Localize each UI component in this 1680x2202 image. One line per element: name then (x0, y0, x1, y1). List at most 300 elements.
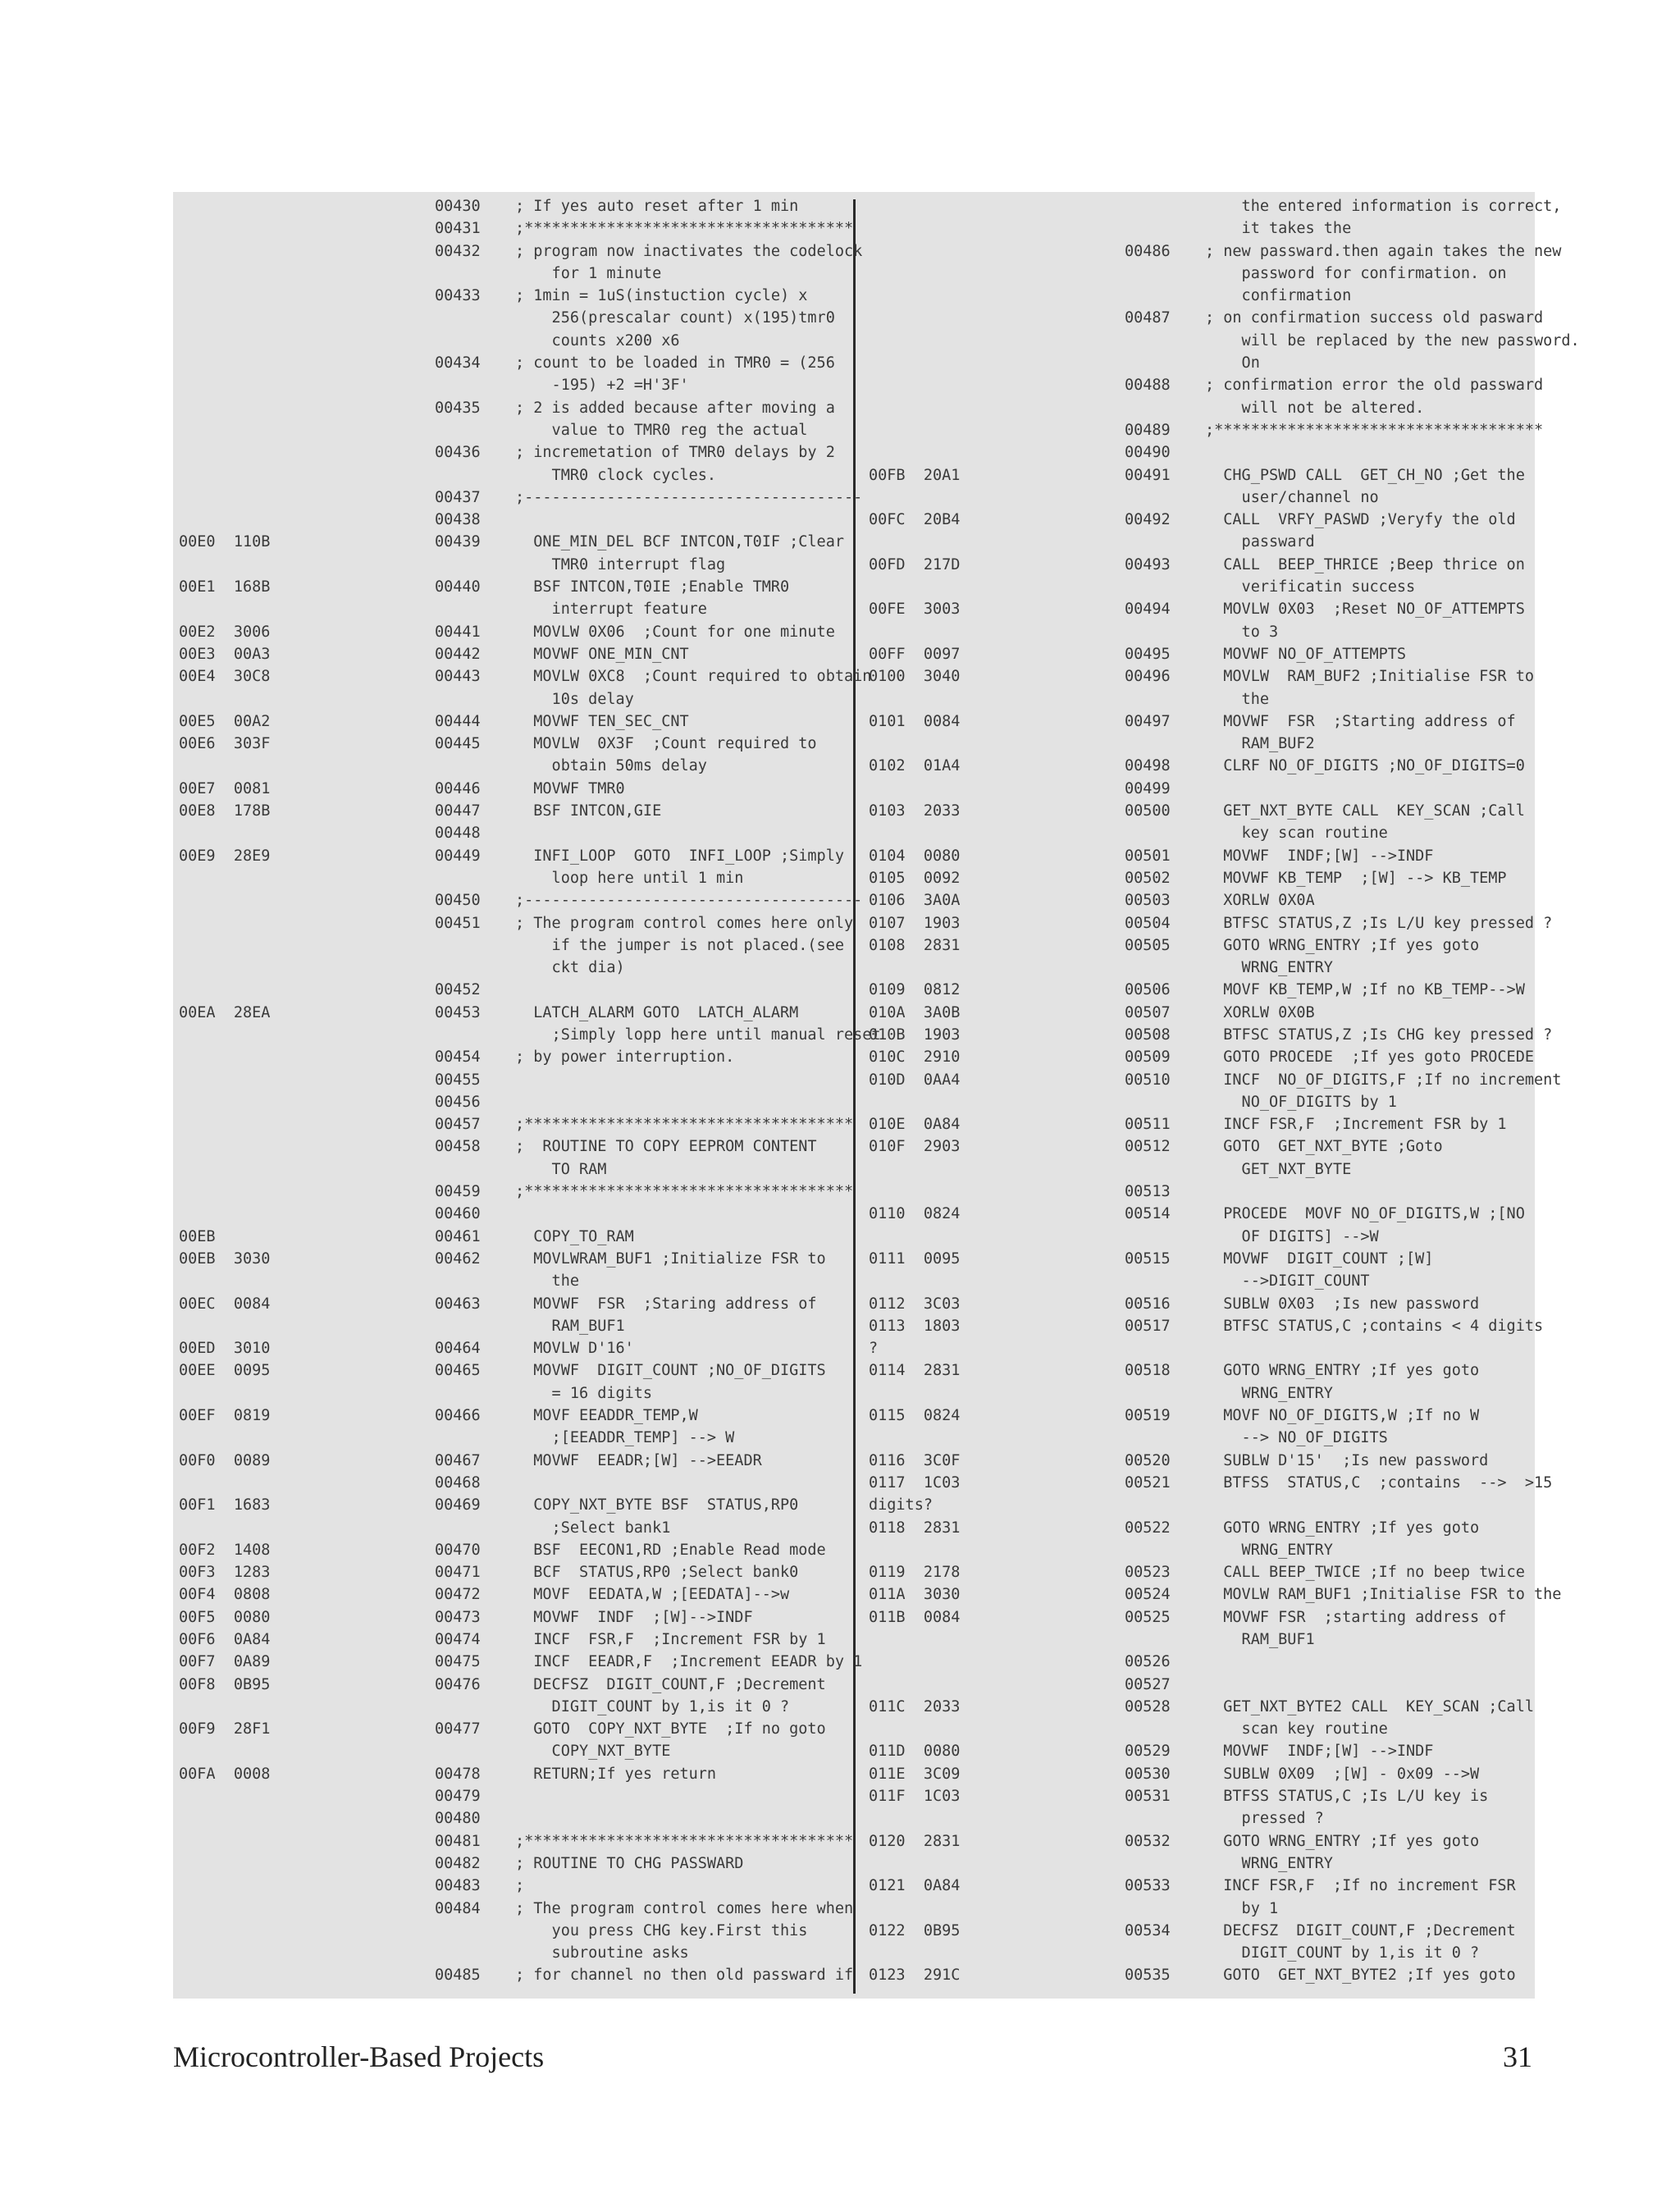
address-line: 011E 3C09 (869, 1765, 961, 1783)
address-line: 00F9 28F1 (179, 1720, 271, 1738)
address-line: 00E7 0081 (179, 779, 271, 797)
address-opcode (869, 1674, 1125, 1696)
line-number-text: 00474 (435, 1631, 481, 1648)
source-text (515, 1539, 843, 1561)
line-number-text: 00455 (435, 1071, 481, 1089)
address-opcode (179, 1898, 435, 1965)
listing-row (179, 1807, 843, 1830)
listing-row (179, 1875, 843, 1897)
listing-row (179, 352, 843, 397)
address-opcode (179, 1718, 435, 1763)
address-opcode (869, 1583, 1125, 1606)
source-text (515, 1113, 853, 1135)
source-line: ; 2 is added because after moving a (515, 399, 835, 417)
listing-row (869, 912, 1553, 934)
source-text (1205, 307, 1580, 374)
source-line: DECFSZ DIGIT_COUNT,F ;Decrement (515, 1675, 826, 1693)
source-line: MOVWF KB_TEMP ;[W] --> KB_TEMP (1205, 869, 1507, 887)
source-text (1205, 374, 1543, 419)
source-line: to 3 (1205, 623, 1279, 641)
address-line (179, 912, 435, 934)
listing-row (179, 1964, 854, 1986)
source-line: DIGIT_COUNT by 1,is it 0 ? (1205, 1944, 1480, 1962)
address-line: 00F7 0A89 (179, 1653, 271, 1671)
source-line (1205, 778, 1533, 800)
address-line: digits? (869, 1496, 933, 1514)
source-line: ckt dia) (515, 959, 625, 977)
line-number-text: 00499 (1125, 779, 1171, 797)
line-number (435, 1651, 515, 1673)
line-number (435, 1203, 515, 1225)
source-text (515, 1337, 843, 1359)
address-line: 0113 1803 (869, 1317, 961, 1335)
source-line: ONE_MIN_DEL BCF INTCON,T0IF ;Clear (515, 533, 844, 551)
address-opcode (869, 1964, 1125, 1986)
listing-row (179, 1181, 854, 1203)
address-opcode (869, 419, 1125, 441)
listing-row (869, 1293, 1533, 1315)
address-opcode (869, 1069, 1125, 1114)
source-text (515, 778, 843, 800)
address-line: 0108 2831 (869, 936, 961, 954)
source-line: --> NO_OF_DIGITS (1205, 1429, 1388, 1447)
address-line: 00E1 168B (179, 578, 271, 596)
address-opcode (869, 643, 1125, 665)
line-number (435, 822, 515, 844)
listing-row (869, 1315, 1544, 1360)
source-text (515, 1046, 843, 1068)
address-line: 00F4 0808 (179, 1586, 271, 1604)
listing-row (179, 1069, 843, 1091)
address-line (869, 441, 1125, 464)
line-number (435, 1674, 515, 1719)
line-number-text: 00516 (1125, 1295, 1171, 1313)
address-opcode (179, 1494, 435, 1539)
line-number-text: 00459 (435, 1183, 481, 1201)
line-number (435, 1293, 515, 1338)
line-number-text: 00437 (435, 488, 481, 506)
address-opcode (869, 1561, 1125, 1583)
source-line: MOVF EEADDR_TEMP,W (515, 1407, 698, 1425)
address-line: 00F2 1408 (179, 1541, 271, 1559)
line-number-text: 00527 (1125, 1675, 1171, 1693)
source-line: COPY_NXT_BYTE (515, 1743, 671, 1761)
source-text (515, 217, 853, 240)
address-opcode (869, 1920, 1125, 1965)
source-line (1205, 1651, 1533, 1673)
source-line: counts x200 x6 (515, 331, 680, 349)
address-line: 0111 0095 (869, 1249, 961, 1268)
line-number-text: 00434 (435, 354, 481, 372)
address-line: 00FB 20A1 (869, 466, 961, 484)
source-line: verificatin success (1205, 578, 1416, 596)
source-line: BCF STATUS,RP0 ;Select bank0 (515, 1564, 799, 1582)
line-number (435, 1629, 515, 1651)
listing-row (869, 1405, 1533, 1450)
source-line: GOTO WRNG_ENTRY ;If yes goto (1205, 936, 1480, 954)
line-number-text: 00462 (435, 1249, 481, 1268)
address-line (179, 889, 435, 911)
line-number (435, 1853, 515, 1875)
source-text (515, 1875, 843, 1897)
line-number (1125, 1069, 1205, 1114)
address-line: 011C 2033 (869, 1697, 961, 1715)
address-line (869, 1181, 1125, 1203)
page-number: 31 (1503, 2040, 1532, 2073)
source-text (1205, 441, 1533, 464)
line-number-text: 00460 (435, 1205, 481, 1223)
source-line: On (1205, 354, 1260, 372)
listing-row (179, 800, 843, 822)
source-line: MOVWF NO_OF_ATTEMPTS (1205, 645, 1407, 663)
line-number (1125, 934, 1205, 980)
listing-row (869, 979, 1533, 1001)
source-text (1205, 1405, 1533, 1450)
source-line: will be replaced by the new password. (1205, 331, 1580, 349)
listing-row (179, 1046, 843, 1068)
address-opcode (179, 665, 435, 710)
source-text (1205, 1203, 1533, 1248)
source-text (1205, 1740, 1533, 1762)
source-line: passward (1205, 533, 1315, 551)
line-number (435, 1069, 515, 1091)
listing-row (869, 1651, 1533, 1673)
listing-row (179, 1583, 843, 1606)
address-line: 00ED 3010 (179, 1340, 271, 1358)
address-opcode (179, 643, 435, 665)
address-opcode (179, 1226, 435, 1248)
line-number-text: 00439 (435, 533, 481, 551)
source-line: MOVLW 0X03 ;Reset NO_OF_ATTEMPTS (1205, 601, 1525, 619)
line-number-text: 00529 (1125, 1743, 1171, 1761)
listing-row (179, 1248, 843, 1293)
source-line: BSF INTCON,T0IE ;Enable TMR0 (515, 578, 790, 596)
source-text (515, 1405, 843, 1450)
source-line: subroutine asks (515, 1944, 689, 1962)
address-line: 0118 2831 (869, 1519, 961, 1537)
address-line (179, 487, 435, 509)
listing-row (179, 1853, 843, 1875)
source-line: MOVWF DIGIT_COUNT ;NO_OF_DIGITS (515, 1362, 826, 1380)
source-text (1205, 1181, 1533, 1203)
source-line (1205, 441, 1533, 464)
line-number-text: 00510 (1125, 1071, 1171, 1089)
listing-row (869, 1203, 1533, 1248)
address-line: 00E5 00A2 (179, 712, 271, 730)
address-line: 011D 0080 (869, 1743, 961, 1761)
source-text (515, 1606, 843, 1629)
address-line (869, 1651, 1125, 1673)
line-number-text: 00449 (435, 847, 481, 865)
listing-row (869, 1740, 1533, 1762)
line-number (1125, 1606, 1205, 1652)
line-number (1125, 1248, 1205, 1293)
address-opcode (179, 352, 435, 397)
address-opcode (869, 1135, 1125, 1181)
listing-row (179, 1203, 843, 1225)
address-line: 0109 0812 (869, 981, 961, 999)
line-number (1125, 509, 1205, 554)
address-line: ? (869, 1340, 879, 1358)
source-text (515, 240, 862, 286)
source-line: MOVLW 0X3F ;Count required to (515, 735, 817, 753)
source-text (515, 1830, 853, 1853)
line-number-text: 00525 (1125, 1608, 1171, 1626)
source-line: GOTO WRNG_ENTRY ;If yes goto (1205, 1362, 1480, 1380)
source-text (515, 352, 843, 397)
line-number (1125, 778, 1205, 800)
listing-row (869, 441, 1533, 464)
listing-row (869, 1135, 1533, 1181)
address-opcode (179, 1337, 435, 1359)
source-text (515, 1898, 853, 1965)
address-opcode (179, 285, 435, 352)
listing-row (179, 576, 843, 621)
line-number-text: 00433 (435, 287, 481, 305)
line-number (1125, 554, 1205, 599)
address-line (179, 1203, 435, 1225)
address-opcode (869, 195, 1125, 240)
line-number (1125, 1472, 1205, 1517)
address-opcode (179, 1135, 435, 1181)
line-number (435, 1718, 515, 1763)
listing-row (179, 1135, 843, 1181)
address-line (869, 307, 1125, 329)
address-line (179, 822, 435, 844)
source-line: value to TMR0 reg the actual (515, 421, 808, 439)
source-line: obtain 50ms delay (515, 757, 707, 775)
address-opcode (869, 1293, 1125, 1315)
listing-row (869, 1964, 1533, 1986)
address-line: 00E6 303F (179, 735, 271, 753)
address-opcode (179, 1181, 435, 1203)
source-text (1205, 889, 1533, 911)
address-opcode (869, 1002, 1125, 1024)
line-number (435, 285, 515, 352)
listing-row (179, 531, 843, 576)
source-line: WRNG_ENTRY (1205, 1384, 1333, 1402)
line-number-text: 00500 (1125, 802, 1171, 820)
line-number (1125, 195, 1205, 240)
address-line (179, 1830, 435, 1853)
line-number-text: 00508 (1125, 1026, 1171, 1044)
address-opcode (869, 1450, 1125, 1472)
address-line: 00F3 1283 (179, 1564, 271, 1582)
address-opcode (179, 441, 435, 487)
source-line: the entered information is correct, (1205, 198, 1562, 215)
listing-row (869, 1069, 1562, 1114)
listing-row (179, 710, 843, 733)
listing-row (179, 509, 843, 531)
listing-row (869, 867, 1533, 889)
line-number-text: 00518 (1125, 1362, 1171, 1380)
address-opcode (869, 509, 1125, 554)
source-line: loop here until 1 min (515, 869, 744, 887)
source-line: WRNG_ENTRY (1205, 1541, 1333, 1559)
address-opcode (179, 1830, 435, 1853)
source-text (1205, 1830, 1533, 1875)
source-text (1205, 1785, 1533, 1830)
line-number-text: 00441 (435, 623, 481, 641)
address-opcode (179, 1539, 435, 1561)
source-line: GOTO GET_NXT_BYTE2 ;If yes goto (1205, 1967, 1516, 1985)
listing-row (179, 487, 863, 509)
line-number-text: 00482 (435, 1854, 481, 1872)
line-number-text: 00435 (435, 399, 481, 417)
line-number-text: 00519 (1125, 1407, 1171, 1425)
source-text (515, 733, 843, 778)
line-number-text: 00461 (435, 1227, 481, 1245)
address-opcode (869, 464, 1125, 509)
line-number-text: 00465 (435, 1362, 481, 1380)
source-line: MOVF EEDATA,W ;[EEDATA]-->w (515, 1586, 790, 1604)
address-opcode (179, 1853, 435, 1875)
source-line: MOVWF FSR ;Starting address of (1205, 712, 1516, 730)
source-line: by 1 (1205, 1899, 1279, 1917)
line-number (435, 531, 515, 576)
line-number (1125, 1359, 1205, 1405)
line-number (435, 1583, 515, 1606)
source-line: MOVF NO_OF_DIGITS,W ;If no W (1205, 1407, 1480, 1425)
line-number-text: 00450 (435, 892, 481, 910)
line-number (1125, 1315, 1205, 1360)
source-line: GOTO WRNG_ENTRY ;If yes goto (1205, 1832, 1480, 1850)
source-line: MOVLW RAM_BUF2 ;Initialise FSR to (1205, 668, 1534, 686)
source-line: ; on confirmation success old pasward (1205, 309, 1544, 327)
listing-row (869, 464, 1533, 509)
line-number-text: 00469 (435, 1496, 481, 1514)
source-text (515, 1359, 843, 1405)
address-line (179, 509, 435, 531)
source-text (1205, 240, 1561, 308)
listing-column-right (869, 195, 1580, 1987)
listing-row (179, 285, 843, 352)
listing-row (179, 1293, 843, 1338)
address-opcode (869, 1696, 1125, 1741)
source-text (515, 1181, 853, 1203)
line-number-text: 00501 (1125, 847, 1171, 865)
line-number-text: 00430 (435, 198, 481, 215)
source-text (1205, 1293, 1533, 1315)
line-number (1125, 845, 1205, 867)
line-number (1125, 374, 1205, 419)
address-opcode (179, 217, 435, 240)
source-text (515, 1226, 843, 1248)
address-line: 011A 3030 (869, 1586, 961, 1604)
address-line: 00E3 00A3 (179, 645, 271, 663)
source-line: ;************************************ (1205, 421, 1544, 439)
line-number (1125, 1561, 1205, 1583)
line-number-text: 00473 (435, 1608, 481, 1626)
source-line: BTFSS STATUS,C ;Is L/U key is (1205, 1788, 1489, 1806)
address-line: 0103 2033 (869, 802, 961, 820)
line-number-text: 00523 (1125, 1564, 1171, 1582)
listing-row (179, 1561, 843, 1583)
address-line: 0110 0824 (869, 1205, 961, 1223)
listing-row (869, 1002, 1533, 1024)
line-number-text: 00515 (1125, 1249, 1171, 1268)
line-number-text: 00478 (435, 1765, 481, 1783)
line-number-text: 00530 (1125, 1765, 1171, 1783)
line-number-text: 00451 (435, 914, 481, 932)
address-opcode (179, 1807, 435, 1830)
address-opcode (179, 1606, 435, 1629)
address-opcode (179, 1785, 435, 1807)
line-number (1125, 1920, 1205, 1965)
source-text (1205, 710, 1533, 756)
source-line: BSF EECON1,RD ;Enable Read mode (515, 1541, 826, 1559)
line-number (1125, 710, 1205, 756)
source-line: XORLW 0X0A (1205, 892, 1315, 910)
source-text (1205, 643, 1533, 665)
source-line: INFI_LOOP GOTO INFI_LOOP ;Simply (515, 847, 844, 865)
address-line: 010A 3A0B (869, 1003, 961, 1021)
source-text (515, 531, 844, 576)
line-number (1125, 1517, 1205, 1562)
address-line (179, 1875, 435, 1897)
source-text (515, 1069, 843, 1091)
address-opcode (179, 778, 435, 800)
address-line: 00FE 3003 (869, 601, 961, 619)
source-line: CALL VRFY_PASWD ;Veryfy the old (1205, 511, 1516, 529)
line-number-text: 00511 (1125, 1116, 1171, 1134)
address-line (179, 217, 435, 240)
source-line: ;------------------------------------- (515, 488, 863, 506)
line-number (1125, 979, 1205, 1001)
listing-row (179, 1651, 863, 1673)
line-number (1125, 1651, 1205, 1673)
line-number (435, 621, 515, 643)
source-text (1205, 1696, 1534, 1741)
line-number (435, 1875, 515, 1897)
line-number (435, 352, 515, 397)
source-text (1205, 1135, 1533, 1181)
source-line: GET_NXT_BYTE (1205, 1160, 1352, 1178)
line-number-text: 00526 (1125, 1653, 1171, 1671)
source-text (1205, 1002, 1533, 1024)
address-opcode (869, 889, 1125, 911)
listing-row (179, 1091, 843, 1113)
source-line (515, 1472, 843, 1494)
source-line: ; 1min = 1uS(instuction cycle) x (515, 287, 808, 305)
line-number (1125, 464, 1205, 509)
source-text (1205, 867, 1533, 889)
listing-row (869, 195, 1562, 240)
address-line: 00EE 0095 (179, 1362, 271, 1380)
line-number (1125, 643, 1205, 665)
line-number (435, 1002, 515, 1047)
line-number (435, 778, 515, 800)
source-line: GOTO WRNG_ENTRY ;If yes goto (1205, 1519, 1480, 1537)
address-opcode (179, 912, 435, 980)
address-opcode (179, 397, 435, 442)
address-opcode (179, 1450, 435, 1472)
line-number (435, 710, 515, 733)
address-opcode (179, 1359, 435, 1405)
address-line: 011B 0084 (869, 1608, 961, 1626)
line-number (1125, 1964, 1205, 1986)
source-text (515, 1561, 843, 1583)
source-line: MOVWF TMR0 (515, 779, 625, 797)
listing-row (869, 665, 1533, 710)
source-text (1205, 1248, 1533, 1293)
source-text (1205, 1517, 1533, 1562)
line-number-text: 00532 (1125, 1832, 1171, 1850)
listing-row (179, 397, 843, 442)
line-number (1125, 1046, 1205, 1068)
line-number (435, 240, 515, 286)
address-opcode (869, 1785, 1125, 1830)
